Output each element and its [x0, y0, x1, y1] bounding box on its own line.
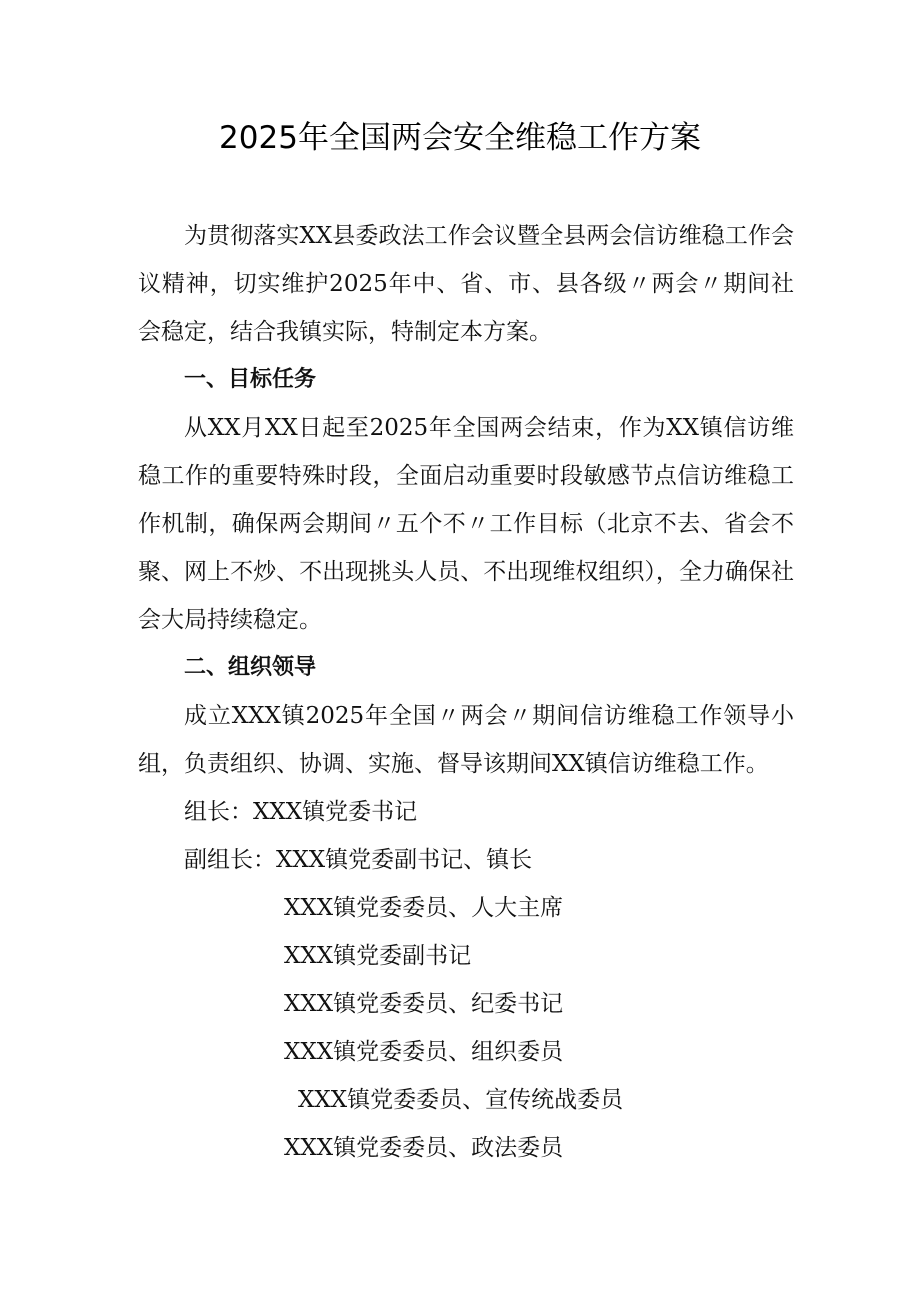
- document-body: [138, 212, 794, 1172]
- member-line: XXX镇党委委员、政法委员: [284, 1135, 564, 1161]
- deputy-leader-line: 副组长：XXX镇党委副书记、镇长: [184, 847, 533, 873]
- organization-paragraph: 成立XXX镇2025年全国〃两会〃期间信访维稳工作领导小组，负责组织、协调、实施、督导该期间XX镇信访维稳工作。: [138, 703, 794, 777]
- goals-paragraph: 从XX月XX日起至2025年全国两会结束，作为XX镇信访维稳工作的重要特殊时段，全面启动重要时段敏感节点信访维稳工作机制，确保两会期间〃五个不〃工作目标（北京不去、省会不聚、网上不炒、不出现挑头人员、不出现维权组织），全力确保社会大局持续稳定。: [138, 415, 794, 633]
- section-heading-goals: 一、目标任务: [184, 367, 317, 392]
- document-title: 2025年全国两会安全维稳工作方案: [219, 120, 701, 156]
- group-leader-line: 组长：XXX镇党委书记: [184, 799, 418, 825]
- member-line: XXX镇党委委员、纪委书记: [284, 991, 564, 1017]
- member-line: XXX镇党委委员、宣传统战委员: [298, 1087, 624, 1113]
- member-line: XXX镇党委副书记: [284, 943, 472, 969]
- member-line: XXX镇党委委员、人大主席: [284, 895, 564, 921]
- intro-paragraph: 为贯彻落实XX县委政法工作会议暨全县两会信访维稳工作会议精神，切实维护2025年中、省、市、县各级〃两会〃期间社会稳定，结合我镇实际，特制定本方案。: [138, 223, 794, 345]
- member-line: XXX镇党委委员、组织委员: [284, 1039, 564, 1065]
- section-heading-organization: 二、组织领导: [184, 655, 317, 680]
